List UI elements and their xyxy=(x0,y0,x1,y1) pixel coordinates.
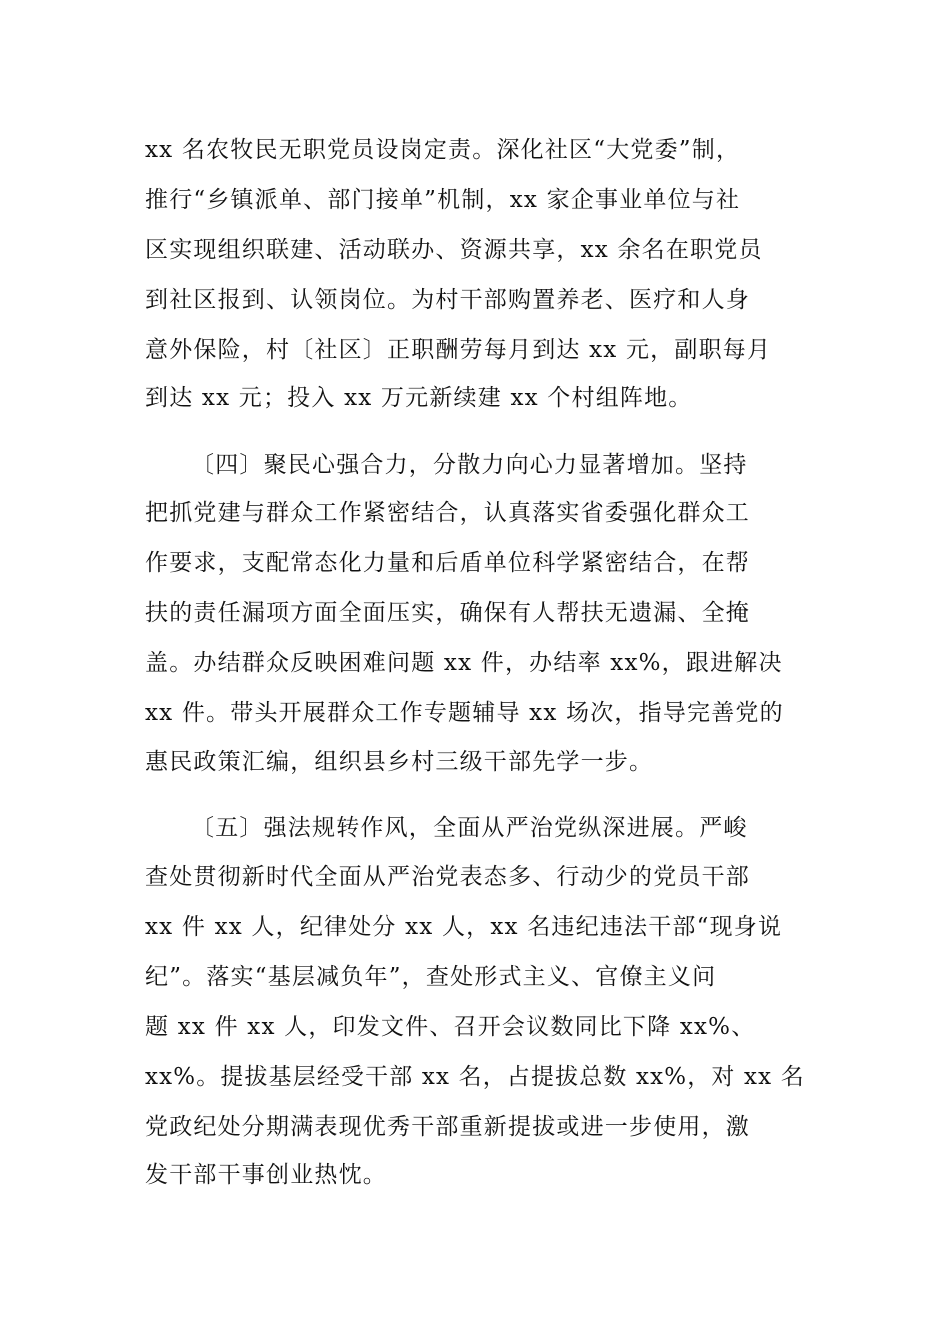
paragraph-1-line-1: xx 名农牧民无职党员设岗定责。深化社区“大党委”制， xyxy=(145,137,741,163)
paragraph-3-line-3: xx 件 xx 人，纪律处分 xx 人，xx 名违纪违法干部“现身说 xyxy=(145,914,783,940)
paragraph-2-line-2: 把抓党建与群众工作紧密结合，认真落实省委强化群众工 xyxy=(145,500,750,526)
paragraph-2-line-5: 盖。办结群众反映困难问题 xx 件，办结率 xx%，跟进解决 xyxy=(145,650,783,676)
paragraph-2-line-1: 〔四〕聚民心强合力，分散力向心力显著增加。坚持 xyxy=(191,452,748,478)
paragraph-1-line-2: 推行“乡镇派单、部门接单”机制，xx 家企事业单位与社 xyxy=(145,187,741,213)
paragraph-3-line-2: 查处贯彻新时代全面从严治党表态多、行动少的党员干部 xyxy=(145,864,750,890)
paragraph-2-line-7: 惠民政策汇编，组织县乡村三级干部先学一步。 xyxy=(145,749,654,775)
paragraph-1-line-3: 区实现组织联建、活动联办、资源共享，xx 余名在职党员 xyxy=(145,237,763,263)
paragraph-2-line-3: 作要求，支配常态化力量和后盾单位科学紧密结合，在帮 xyxy=(145,550,750,576)
paragraph-2-line-4: 扶的责任漏项方面全面压实，确保有人帮扶无遗漏、全掩 xyxy=(145,600,750,626)
paragraph-3-line-8: 发干部干事创业热忱。 xyxy=(145,1162,387,1188)
paragraph-3-line-1: 〔五〕强法规转作风，全面从严治党纵深进展。严峻 xyxy=(191,815,748,841)
paragraph-3-line-7: 党政纪处分期满表现优秀干部重新提拔或进一步使用，激 xyxy=(145,1114,750,1140)
paragraph-1-line-4: 到社区报到、认领岗位。为村干部购置养老、医疗和人身 xyxy=(145,287,750,313)
paragraph-1-line-5: 意外保险，村〔社区〕正职酬劳每月到达 xx 元，副职每月 xyxy=(145,337,772,363)
paragraph-3-line-4: 纪”。落实“基层减负年”，查处形式主义、官僚主义问 xyxy=(145,964,717,990)
paragraph-3-line-5: 题 xx 件 xx 人，印发文件、召开会议数同比下降 xx%、 xyxy=(145,1014,756,1040)
paragraph-2-line-6: xx 件。带头开展群众工作专题辅导 xx 场次，指导完善党的 xyxy=(145,700,784,726)
paragraph-3-line-6: xx%。提拔基层经受干部 xx 名，占提拔总数 xx%，对 xx 名 xyxy=(145,1064,805,1090)
paragraph-1-line-6: 到达 xx 元；投入 xx 万元新续建 xx 个村组阵地。 xyxy=(145,385,693,411)
